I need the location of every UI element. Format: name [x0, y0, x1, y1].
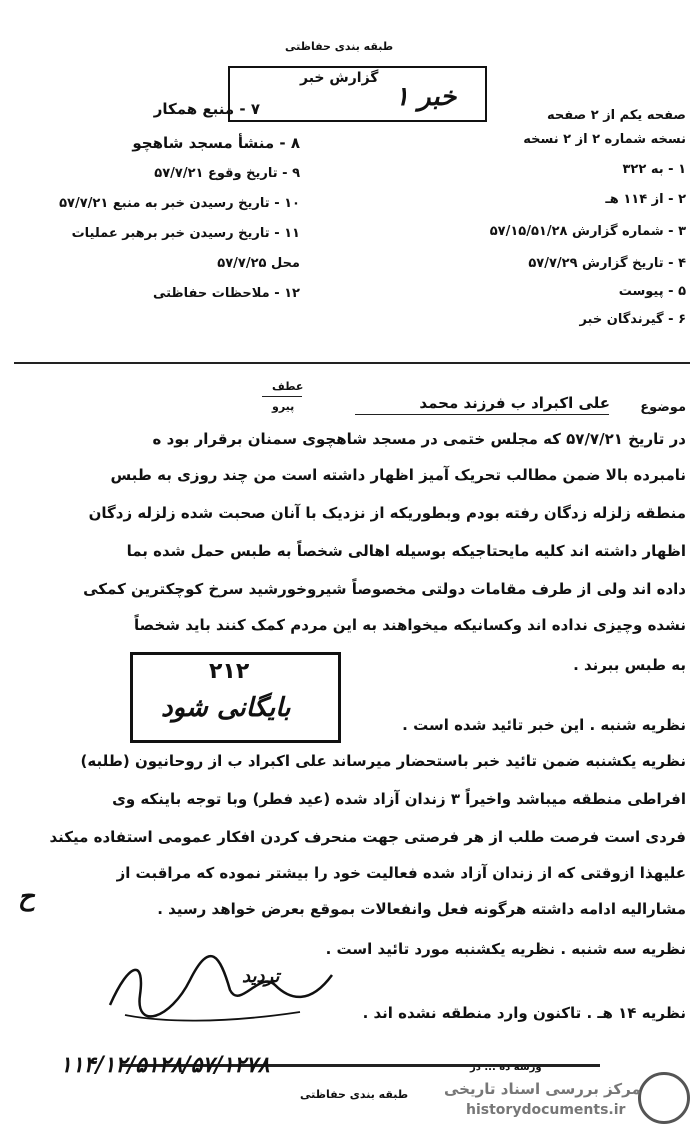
field-place: محل ۵۷/۷/۲۵ [217, 256, 300, 271]
footer-classification: طبقه بندی حفاظتی [300, 1088, 409, 1101]
field-occurrence-date: ۹ - تاریخ وقوع ۵۷/۷/۲۱ [154, 166, 300, 181]
subject-label: موضوع [640, 400, 686, 415]
top-handwritten-stamp: خبر ۱ [395, 82, 457, 112]
body-line: نظریه شنبه . این خبر تائید شده است . [402, 716, 686, 734]
body-line: افراطی منطقه میباشد واخیراً ۳ زندان آزاد شده (عید فطر) وبا توجه باینکه وی [112, 790, 686, 808]
body-line: در تاریخ ۵۷/۷/۲۱ که مجلس ختمی در مسجد شاهچوی سمنان برقرار بود ه [152, 430, 686, 448]
body-line: علیهذا ازوقتی که از زندان آزاد شده فعالیت خود را بیشتر نموده که مراقبت از [116, 864, 686, 882]
classification-title: طبقه بندی حفاظتی [285, 40, 394, 53]
footer-doc-stamp: ورسه ده ... در [470, 1062, 542, 1073]
payro-label: پیرو [272, 400, 295, 413]
body-line: فردی است فرصت طلب از هر فرصتی جهت منحرف کردن افکار عمومی استفاده میکند [49, 828, 686, 846]
bottom-handwritten-numbers: ۱۱۴/۱۲/۵۱۲۸/۵۷/۱۲۷۸ [60, 1052, 270, 1078]
field-attachment: ۵ - پیوست [618, 284, 686, 299]
header-divider [14, 362, 690, 364]
margin-initials: ح [18, 882, 35, 912]
body-line: به طبس ببرند . [573, 656, 686, 674]
body-line: نظریه ۱۴ هـ . تاکنون وارد منطقه نشده اند . [362, 1004, 686, 1022]
field-from: ۲ - از ۱۱۴ هـ [605, 192, 686, 207]
field-copy: نسخه شماره ۲ از ۲ نسخه [523, 132, 686, 147]
archive-stamp-number: ۲۱۲ [209, 659, 250, 684]
archive-stamp-text: بایگانی شود [161, 693, 291, 723]
body-line: نشده وچیزی نداده اند وکسانیکه میخواهند به این مردم کمک کنند باید شخصاً [134, 616, 686, 634]
body-line: اظهار داشته اند کلیه مایحتاجیکه بوسیله اهالی شخصاً به طبس حمل شده بما [126, 542, 686, 560]
field-page: صفحه یکم از ۲ صفحه [547, 108, 686, 123]
body-line: داده اند ولی از طرف مقامات دولتی مخصوصاً شیروخورشید سرخ کوچکترین کمکی [83, 580, 686, 598]
body-line: نامبرده بالا ضمن مطالب تحریک آمیز اظهار داشته است من چند روزی به طبس [110, 466, 686, 484]
signature-mark [100, 950, 340, 1030]
body-line: نظریه یکشنبه ضمن تائید خبر باستحضار میرساند علی اکبراد ب از روحانیون (طلبه) [80, 752, 686, 770]
watermark-url: historydocuments.ir [466, 1102, 626, 1118]
field-source: ۷ - منبع همکار [153, 100, 260, 118]
body-line: مشارالیه ادامه داشته هرگونه فعل وانفعالات بموقع بعرض خواهد رسید . [157, 900, 686, 918]
field-news-to-source-date: ۱۰ - تاریخ رسیدن خبر به منبع ۵۷/۷/۲۱ [59, 196, 300, 211]
subject-value: علی اکبراد ب فرزند محمد [419, 394, 610, 412]
subject-underline [355, 414, 609, 415]
field-report-date: ۴ - تاریخ گزارش ۵۷/۷/۲۹ [528, 256, 686, 271]
field-security-notes: ۱۲ - ملاحظات حفاظتی [152, 286, 300, 301]
body-line: منطقه زلزله زدگان رفته بودم وبطوریکه از نزدیک با آنان صحبت شده زلزله زدگان [88, 504, 686, 522]
field-to: ۱ - به ۳۲۲ [622, 162, 686, 177]
field-report-number: ۳ - شماره گزارش ۵۷/۱۵/۵۱/۲۸ [489, 224, 686, 239]
archive-stamp [130, 652, 341, 743]
watermark-logo [638, 1072, 690, 1124]
watermark-name: مرکز بررسی اسناد تاریخی [444, 1080, 641, 1098]
signature-note: ترديد [242, 966, 280, 987]
body-line: نظریه سه شنبه . نظریه یکشنبه مورد تائید است . [325, 940, 686, 958]
field-news-to-leader-date: ۱۱ - تاریخ رسیدن خبر برهبر عملیات [71, 226, 300, 241]
field-recipients: ۶ - گیرندگان خبر [579, 312, 686, 327]
atf-label: عطف [272, 380, 304, 393]
form-title: گزارش خبر [300, 70, 379, 86]
field-origin: ۸ - منشأ مسجد شاهچو [132, 134, 300, 152]
atf-underline [262, 396, 302, 397]
